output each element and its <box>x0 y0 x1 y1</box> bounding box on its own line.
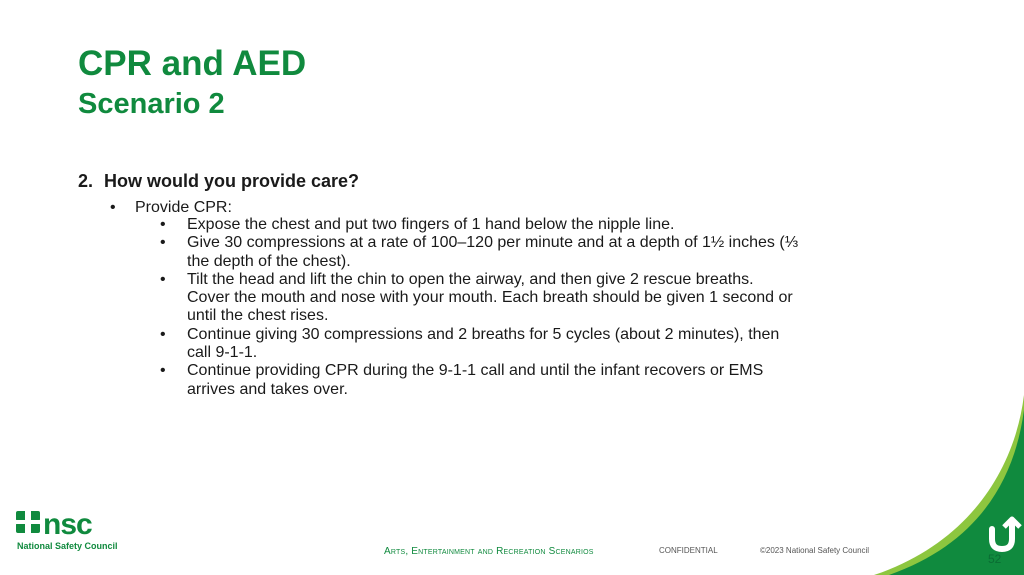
question-text: How would you provide care? <box>104 171 360 191</box>
bullet-symbol: • <box>160 270 166 288</box>
step-text: Give 30 compressions at a rate of 100–120 per minute and at a depth of 1½ inches (⅓ the depth of the chest). <box>187 234 799 270</box>
bullet-symbol: • <box>160 325 166 343</box>
bullet-symbol: • <box>160 234 166 252</box>
footer-copyright: ©2023 National Safety Council <box>760 546 870 555</box>
list-item <box>160 234 800 271</box>
question-heading <box>78 171 359 192</box>
step-text: Expose the chest and put two fingers of 1 hand below the nipple line. <box>187 216 675 233</box>
list-item <box>160 271 800 326</box>
corner-swoosh-graphic <box>864 395 1024 575</box>
main-bullet-text: Provide CPR: <box>135 199 232 216</box>
question-number: 2. <box>78 171 94 191</box>
list-item <box>160 362 800 399</box>
slide-subtitle: Scenario 2 <box>78 88 225 120</box>
step-text: Continue giving 30 compressions and 2 breaths for 5 cycles (about 2 minutes), then call 9-1-1. <box>187 325 780 362</box>
logo-org-name: National Safety Council <box>17 541 118 551</box>
logo-wordmark: nsc <box>43 508 92 540</box>
step-text: Tilt the head and lift the chin to open the airway, and then give 2 rescue breaths. Cover the mouth and nose with your mouth. Each breath should be given 1 second or until the chest rises. <box>187 270 793 325</box>
footer-confidential: CONFIDENTIAL <box>659 546 718 555</box>
bullet-symbol: • <box>160 362 166 380</box>
bullet-symbol: • <box>160 216 166 233</box>
bullet-symbol: • <box>110 199 116 216</box>
slide-title: CPR and AED <box>78 44 307 83</box>
list-item <box>160 326 800 363</box>
nsc-logo <box>16 508 128 545</box>
footer-section-title: Arts, Entertainment and Recreation Scenarios <box>384 546 594 557</box>
nsc-logo-mark <box>16 508 128 540</box>
cpr-steps-list <box>160 216 800 399</box>
step-text: Continue providing CPR during the 9-1-1 call and until the infant recovers or EMS arrives and takes over. <box>187 362 764 398</box>
page-number: 52 <box>988 552 1002 566</box>
list-item <box>160 216 800 234</box>
